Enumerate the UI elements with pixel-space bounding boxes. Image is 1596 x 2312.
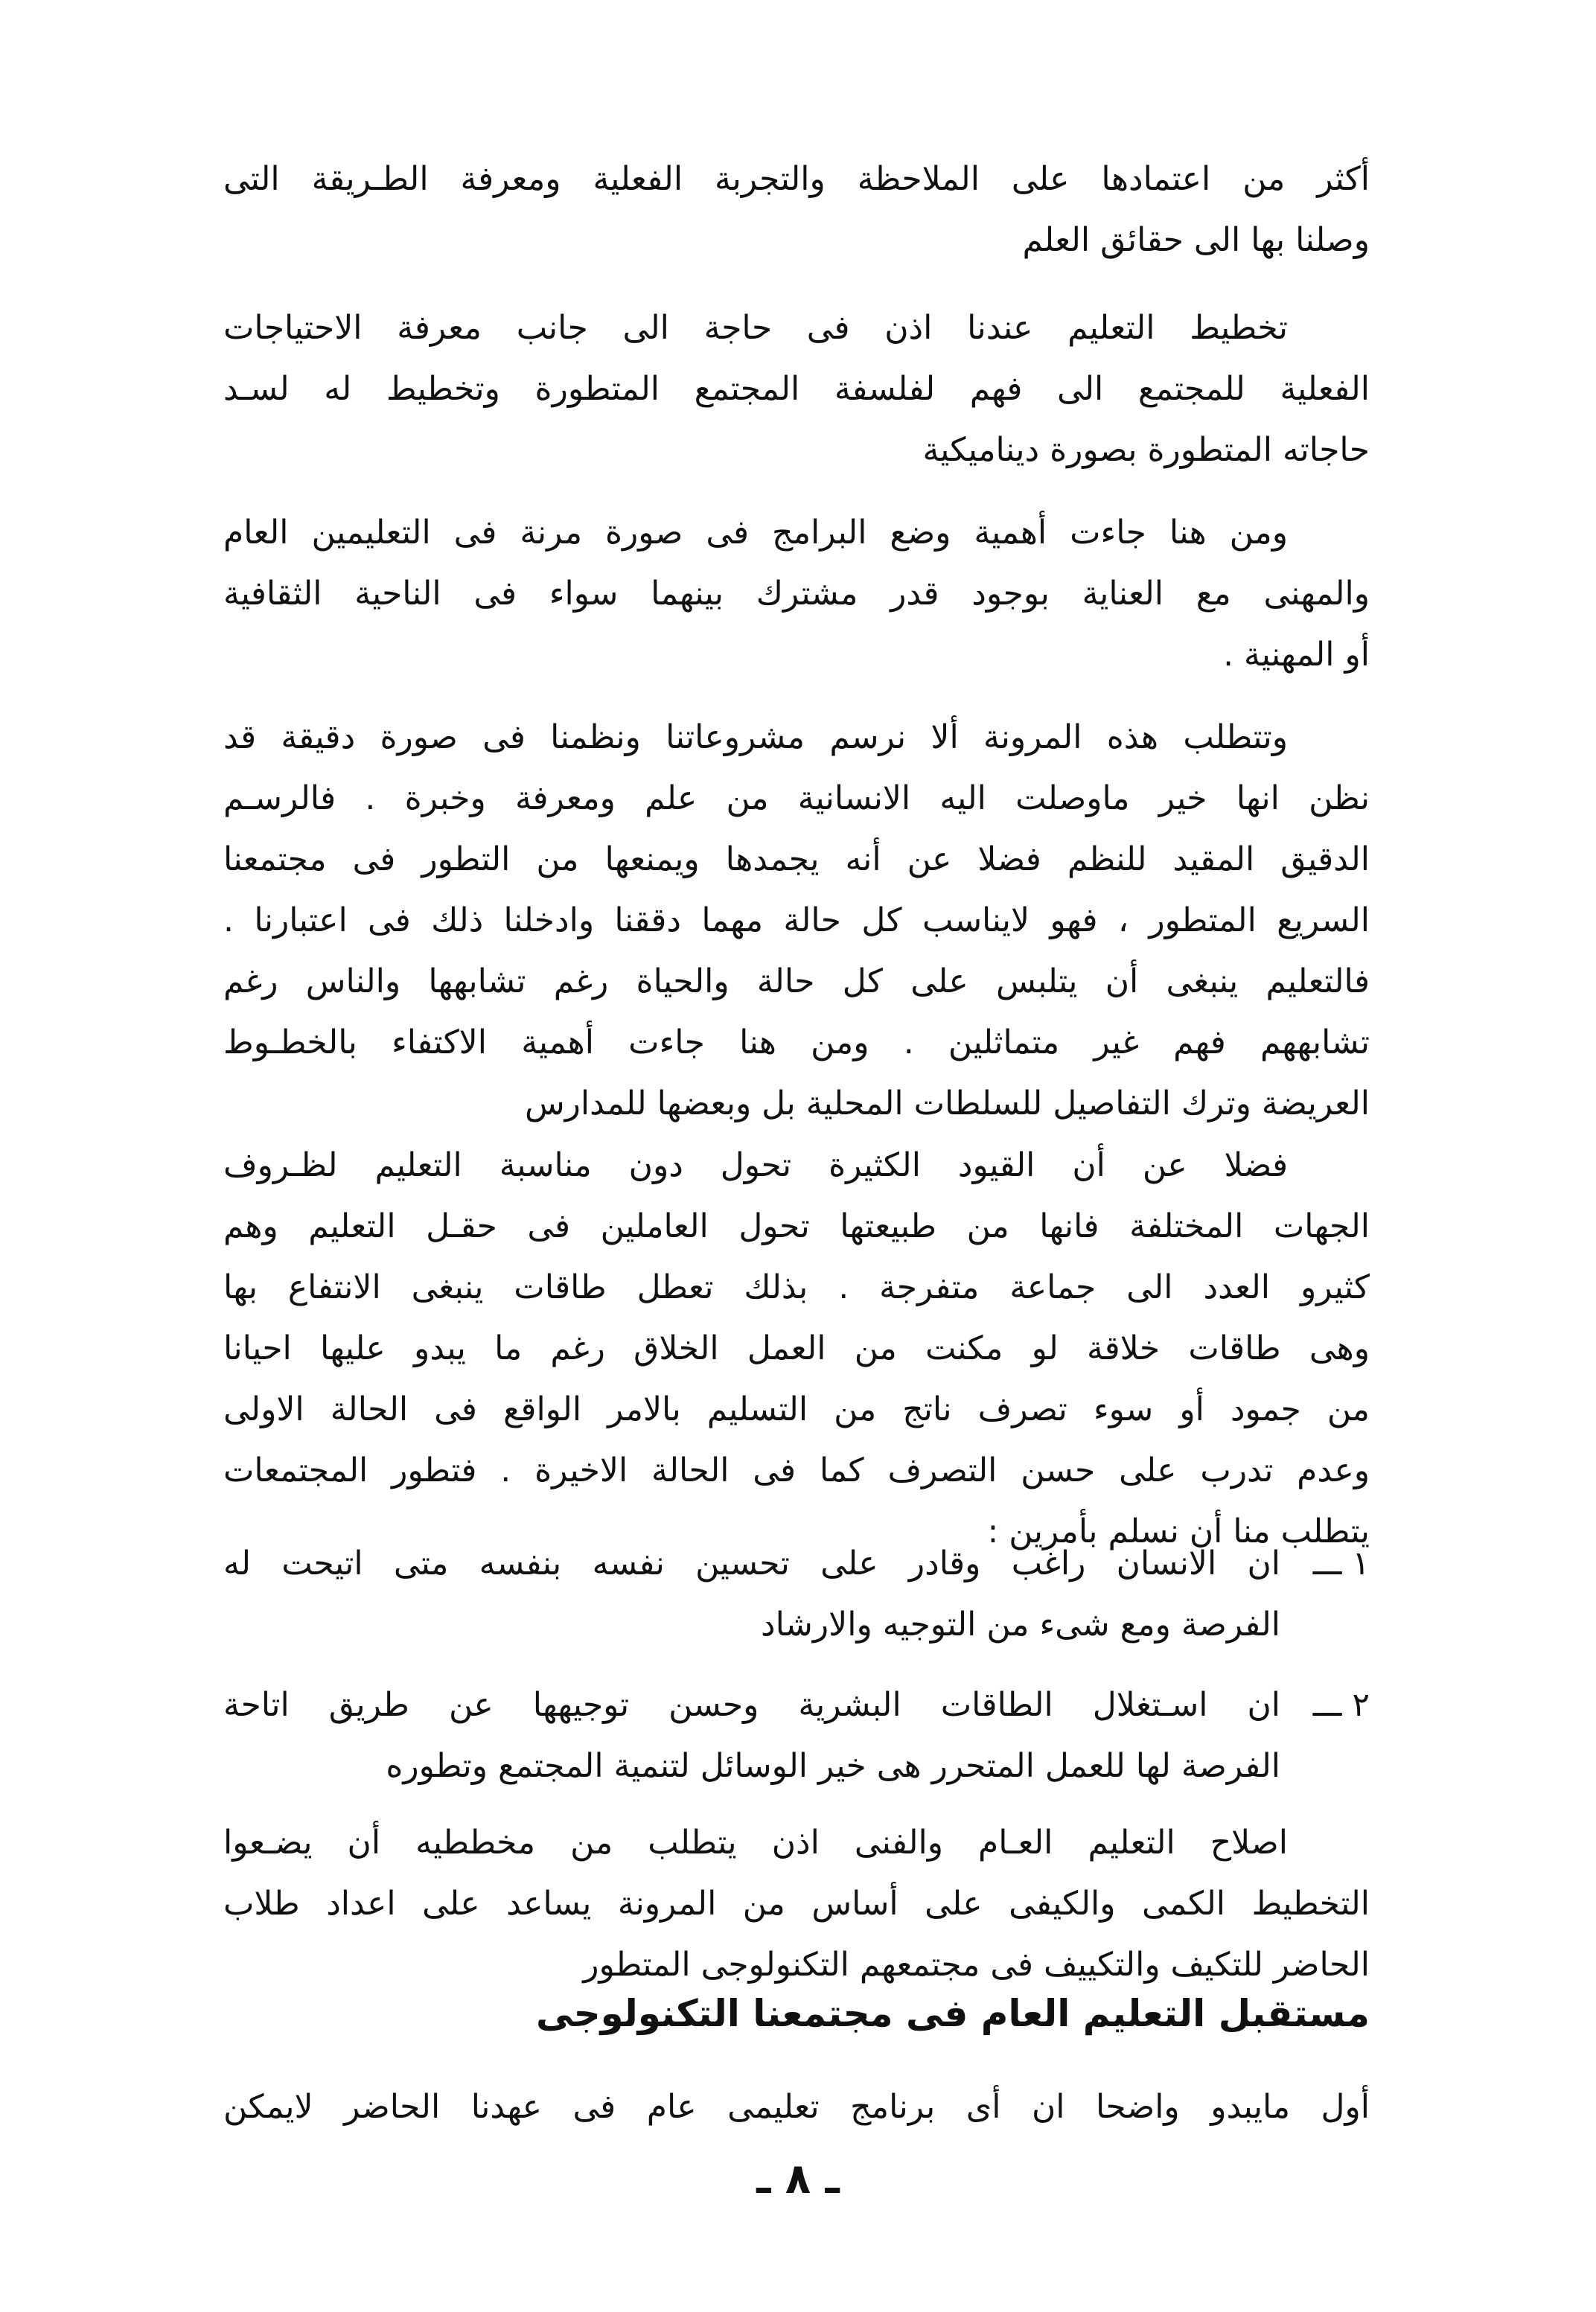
paragraph-5 — [223, 1135, 1370, 1562]
text-line: ان الانسان راغب وقادر على تحسين نفسه بنفسه متى اتيحت له — [223, 1545, 1280, 1583]
text-line: حاجاته المتطورة بصورة ديناميكية — [922, 431, 1370, 469]
text-line: من جمود أو سوء تصرف ناتج من التسليم بالامر الواقع فى الحالة الاولى — [223, 1390, 1370, 1428]
text-line: الدقيق المقيد للنظم فضلا عن أنه يجمدها ويمنعها من التطور فى مجتمعنا — [223, 840, 1370, 878]
text-line: أول مايبدو واضحا ان أى برنامج تعليمى عام فى عهدنا الحاضر لايمكن — [223, 2088, 1370, 2126]
text-line: التخطيط الكمى والكيفى على أساس من المرونة يساعد على اعداد طلاب — [223, 1885, 1370, 1923]
text-line: الجهات المختلفة فانها من طبيعتها تحول العاملين فى حقـل التعليم وهم — [223, 1207, 1370, 1245]
paragraph-1 — [223, 149, 1370, 271]
text-line: اصلاح التعليم العـام والفنى اذن يتطلب من مخططيه أن يضـعوا — [223, 1824, 1288, 1862]
paragraph-4 — [223, 707, 1370, 1134]
text-line: وصلنا بها الى حقائق العلم — [1022, 221, 1370, 259]
text-line: تخطيط التعليم عندنا اذن فى حاجة الى جانب معرفة الاحتياجات — [223, 309, 1288, 347]
text-line: العريضة وترك التفاصيل للسلطات المحلية بل وبعضها للمدارس — [524, 1085, 1370, 1123]
text-line: ان اسـتغلال الطاقات البشرية وحسن توجيهها عن طريق اتاحة — [223, 1686, 1280, 1724]
text-line: والمهنى مع العناية بوجود قدر مشترك بينهما سواء فى الناحية الثقافية — [223, 575, 1370, 613]
text-line: وهى طاقات خلاقة لو مكنت من العمل الخلاق رغم ما يبدو عليها احيانا — [223, 1329, 1370, 1367]
text-line: يتطلب منا أن نسلم بأمرين : — [987, 1513, 1370, 1551]
text-line: فضلا عن أن القيود الكثيرة تحول دون مناسبة التعليم لظـروف — [223, 1146, 1288, 1184]
list-number: ٢ ـــ — [1312, 1686, 1370, 1724]
text-line: الفعلية للمجتمع الى فهم لفلسفة المجتمع المتطورة وتخطيط له لسـد — [223, 370, 1370, 408]
text-line: الفرصة لها للعمل المتحرر هى خير الوسائل لتنمية المجتمع وتطوره — [386, 1747, 1280, 1785]
text-line: الفرصة ومع شىء من التوجيه والارشاد — [761, 1606, 1280, 1644]
paragraph-3 — [223, 502, 1370, 686]
text-line: وعدم تدرب على حسن التصرف كما فى الحالة الاخيرة . فتطور المجتمعات — [223, 1452, 1370, 1489]
final-paragraph — [223, 2077, 1370, 2138]
list-item-2 — [223, 1675, 1370, 1797]
text-line: أكثر من اعتمادها على الملاحظة والتجربة الفعلية ومعرفة الطـريقة التى — [223, 160, 1370, 198]
text-line: نظن انها خير ماوصلت اليه الانسانية من علم ومعرفة وخبرة . فالرسـم — [223, 779, 1370, 817]
paragraph-2 — [223, 298, 1370, 481]
text-line: الحاضر للتكيف والتكييف فى مجتمعهم التكنولوجى المتطور — [583, 1946, 1370, 1984]
section-heading: مستقبل التعليم العام فى مجتمعنا التكنولوجى — [536, 1992, 1370, 2035]
list-number: ١ ـــ — [1312, 1545, 1370, 1583]
text-line: السريع المتطور ، فهو لايناسب كل حالة مهما دققنا وادخلنا ذلك فى اعتبارنا . — [223, 901, 1370, 939]
list-item-1 — [223, 1533, 1370, 1655]
text-line: فالتعليم ينبغى أن يتلبس على كل حالة والحياة رغم تشابهها والناس رغم — [223, 962, 1370, 1000]
text-line: تشابههم فهم غير متماثلين . ومن هنا جاءت أهمية الاكتفاء بالخطـوط — [223, 1024, 1370, 1061]
text-line: وتتطلب هذه المرونة ألا نرسم مشروعاتنا ونظمنا فى صورة دقيقة قد — [223, 718, 1288, 756]
closing-paragraph — [223, 1813, 1370, 1996]
text-line: كثيرو العدد الى جماعة متفرجة . بذلك تعطل طاقات ينبغى الانتفاع بها — [223, 1268, 1370, 1306]
page-number: ـ ٨ ـ — [756, 2155, 840, 2203]
text-line: أو المهنية . — [1223, 636, 1370, 674]
text-line: ومن هنا جاءت أهمية وضع البرامج فى صورة مرنة فى التعليمين العام — [223, 514, 1288, 552]
